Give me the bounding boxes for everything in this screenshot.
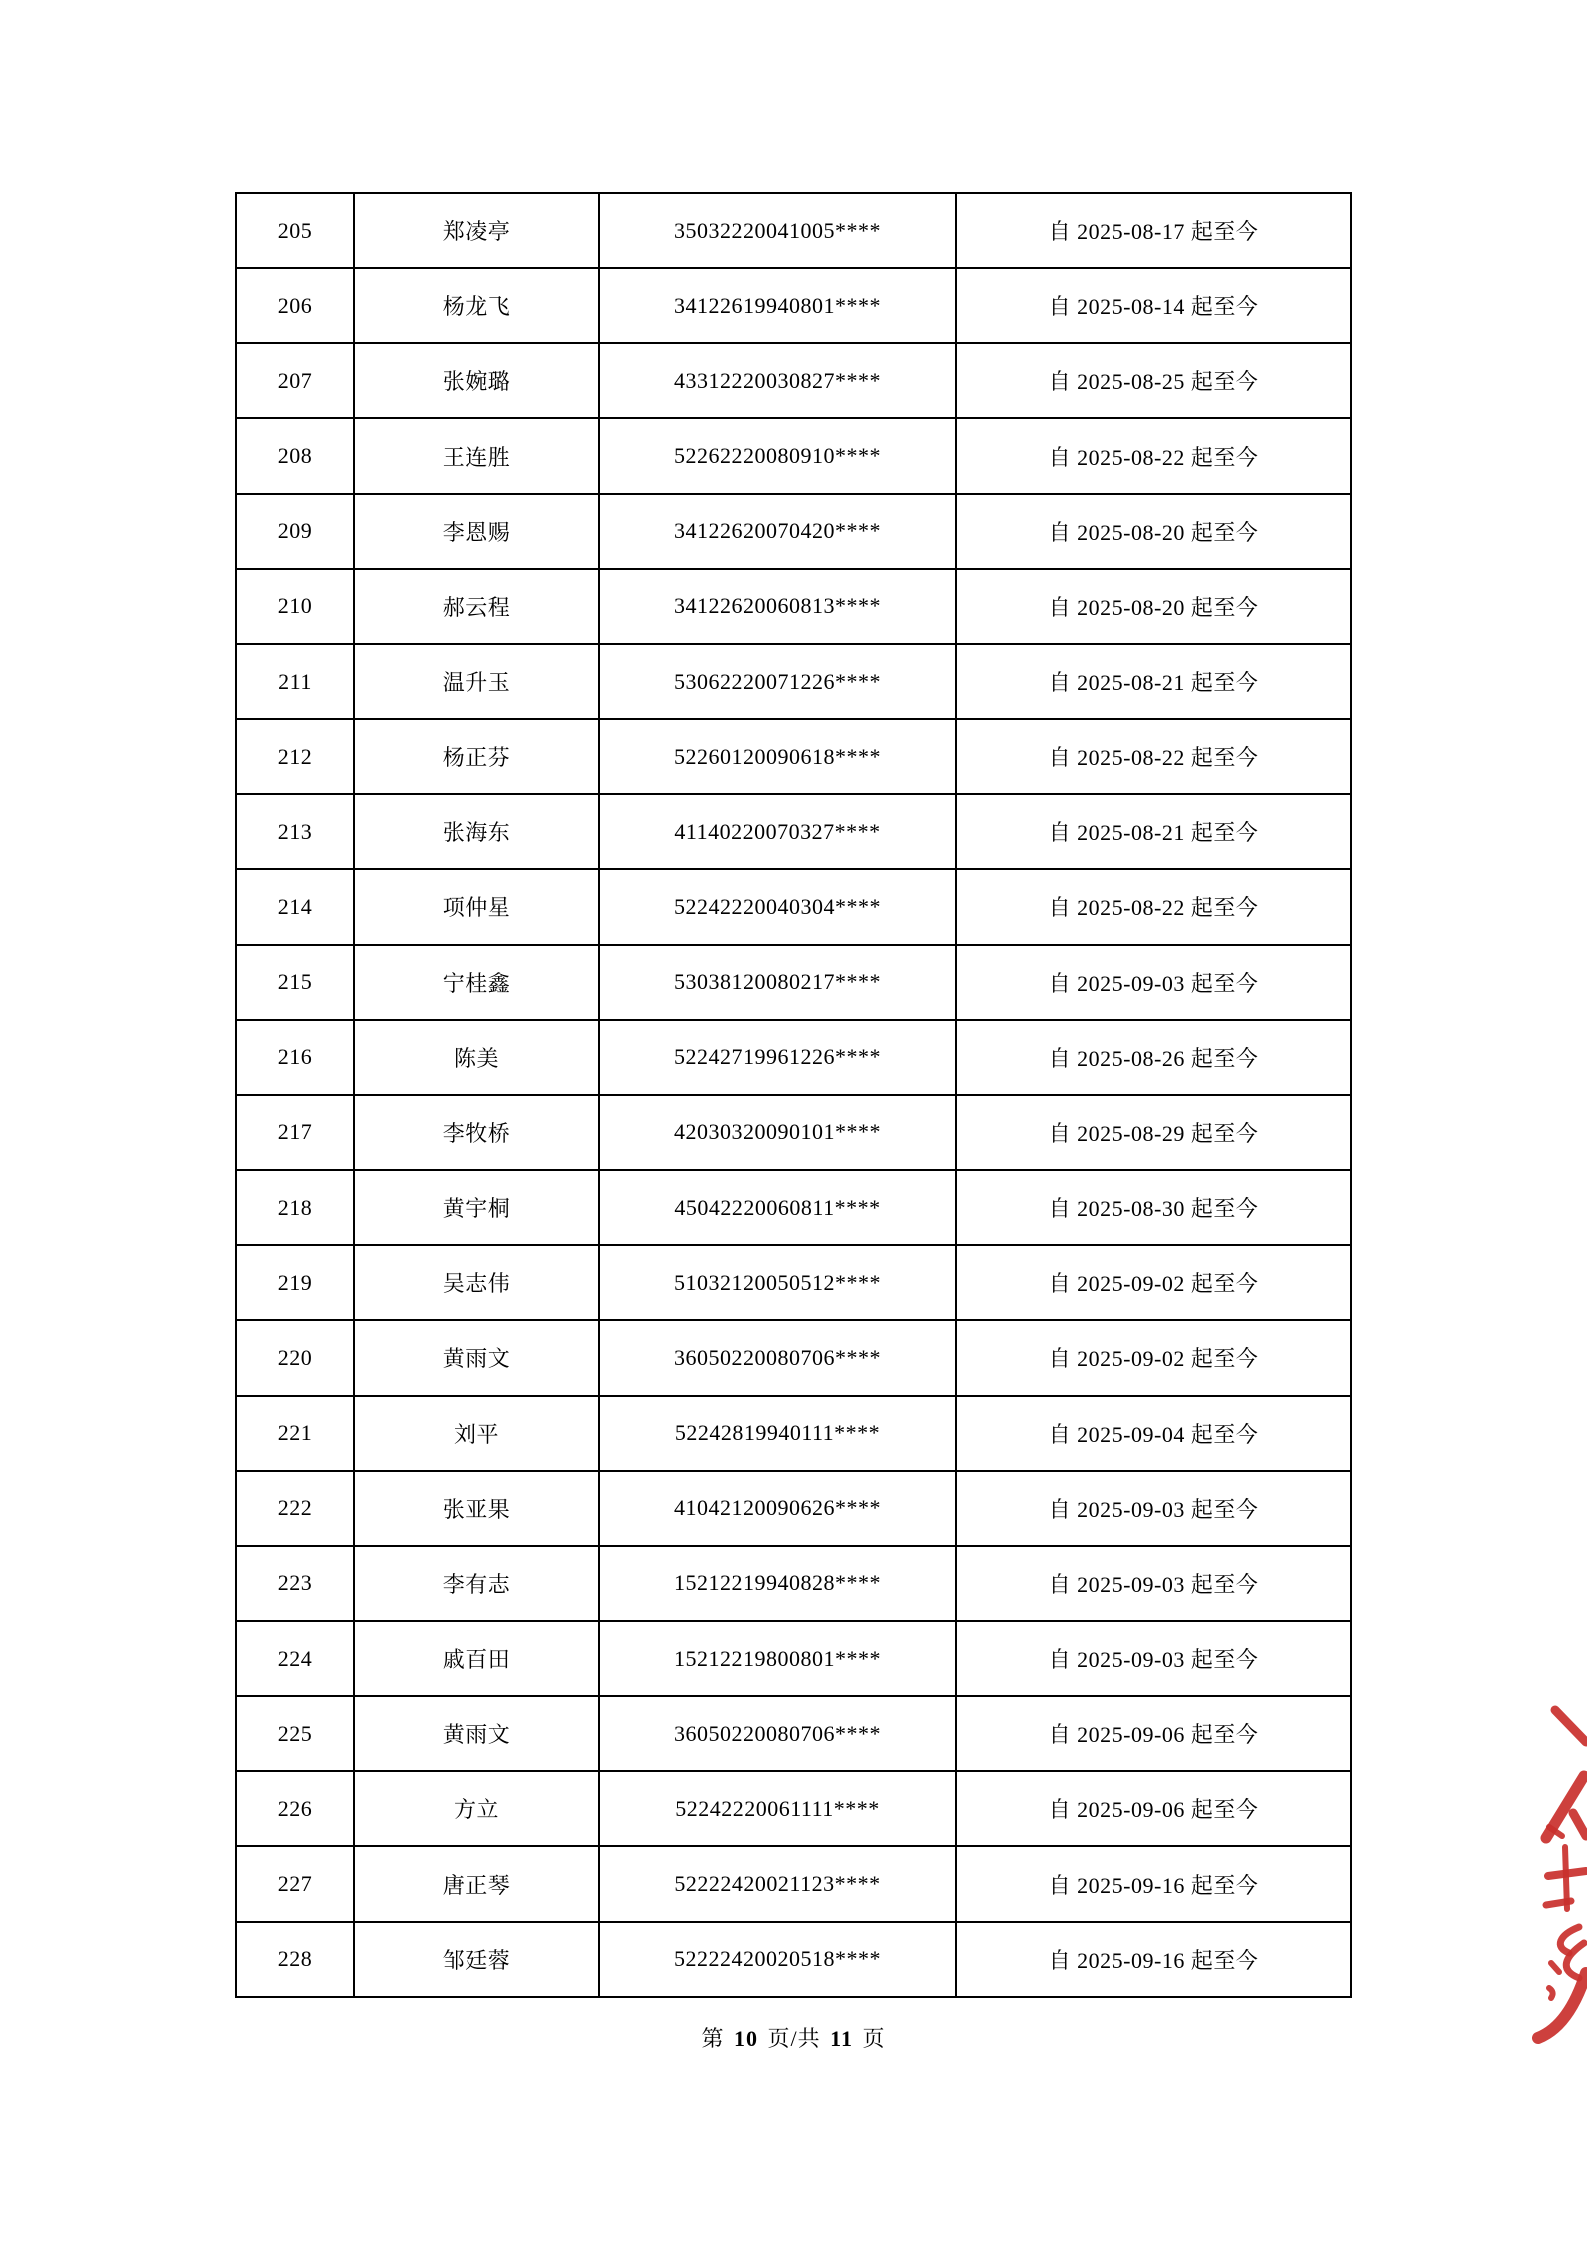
id-number-cell: 45042220060811****: [599, 1170, 956, 1245]
period-cell: 自 2025-09-16 起至今: [956, 1922, 1351, 1997]
row-number-cell: 222: [236, 1471, 354, 1546]
person-name-cell: 杨龙飞: [354, 268, 599, 343]
person-name-cell: 王连胜: [354, 418, 599, 493]
person-name-cell: 张亚果: [354, 1471, 599, 1546]
row-number-cell: 219: [236, 1245, 354, 1320]
person-name-cell: 黄雨文: [354, 1320, 599, 1395]
roster-table-body: [236, 193, 1351, 1997]
person-name-cell: 李牧桥: [354, 1095, 599, 1170]
row-number-cell: 211: [236, 644, 354, 719]
row-number-cell: 214: [236, 869, 354, 944]
id-number-cell: 42030320090101****: [599, 1095, 956, 1170]
period-cell: 自 2025-09-06 起至今: [956, 1696, 1351, 1771]
row-number-cell: 210: [236, 569, 354, 644]
person-name-cell: 郑凌亭: [354, 193, 599, 268]
person-name-cell: 宁桂鑫: [354, 945, 599, 1020]
id-number-cell: 52222420021123****: [599, 1846, 956, 1921]
row-number-cell: 209: [236, 494, 354, 569]
id-number-cell: 52262220080910****: [599, 418, 956, 493]
row-number-cell: 215: [236, 945, 354, 1020]
id-number-cell: 52222420020518****: [599, 1922, 956, 1997]
id-number-cell: 34122620070420****: [599, 494, 956, 569]
person-name-cell: 吴志伟: [354, 1245, 599, 1320]
id-number-cell: 41042120090626****: [599, 1471, 956, 1546]
id-number-cell: 51032120050512****: [599, 1245, 956, 1320]
period-cell: 自 2025-09-16 起至今: [956, 1846, 1351, 1921]
id-number-cell: 43312220030827****: [599, 343, 956, 418]
footer-middle: 页/共: [767, 2026, 821, 2051]
row-number-cell: 207: [236, 343, 354, 418]
row-number-cell: 226: [236, 1771, 354, 1846]
period-cell: 自 2025-08-25 起至今: [956, 343, 1351, 418]
id-number-cell: 15212219800801****: [599, 1621, 956, 1696]
period-cell: 自 2025-09-04 起至今: [956, 1396, 1351, 1471]
person-name-cell: 张婉璐: [354, 343, 599, 418]
id-number-cell: 52242819940111****: [599, 1396, 956, 1471]
person-name-cell: 黄雨文: [354, 1696, 599, 1771]
person-name-cell: 郝云程: [354, 569, 599, 644]
period-cell: 自 2025-08-17 起至今: [956, 193, 1351, 268]
red-seal-stamp-fragment: [1528, 1695, 1587, 2070]
id-number-cell: 53062220071226****: [599, 644, 956, 719]
id-number-cell: 52242220040304****: [599, 869, 956, 944]
table-row: [236, 1396, 1351, 1471]
row-number-cell: 208: [236, 418, 354, 493]
row-number-cell: 212: [236, 719, 354, 794]
table-row: [236, 644, 1351, 719]
period-cell: 自 2025-08-22 起至今: [956, 719, 1351, 794]
row-number-cell: 221: [236, 1396, 354, 1471]
person-name-cell: 李有志: [354, 1546, 599, 1621]
footer-page-number: 10: [734, 2026, 759, 2051]
table-row: [236, 869, 1351, 944]
row-number-cell: 213: [236, 794, 354, 869]
table-row: [236, 268, 1351, 343]
period-cell: 自 2025-08-22 起至今: [956, 418, 1351, 493]
person-name-cell: 黄宇桐: [354, 1170, 599, 1245]
table-row: [236, 1621, 1351, 1696]
footer-prefix: 第: [701, 2026, 725, 2051]
period-cell: 自 2025-08-21 起至今: [956, 644, 1351, 719]
period-cell: 自 2025-09-03 起至今: [956, 1471, 1351, 1546]
person-name-cell: 方立: [354, 1771, 599, 1846]
row-number-cell: 225: [236, 1696, 354, 1771]
person-name-cell: 项仲星: [354, 869, 599, 944]
period-cell: 自 2025-09-03 起至今: [956, 945, 1351, 1020]
row-number-cell: 220: [236, 1320, 354, 1395]
period-cell: 自 2025-08-22 起至今: [956, 869, 1351, 944]
table-row: [236, 569, 1351, 644]
id-number-cell: 36050220080706****: [599, 1696, 956, 1771]
table-row: [236, 1020, 1351, 1095]
table-row: [236, 1846, 1351, 1921]
row-number-cell: 206: [236, 268, 354, 343]
row-number-cell: 217: [236, 1095, 354, 1170]
id-number-cell: 36050220080706****: [599, 1320, 956, 1395]
table-row: [236, 193, 1351, 268]
person-name-cell: 张海东: [354, 794, 599, 869]
table-row: [236, 494, 1351, 569]
page-footer: [0, 2022, 1587, 2053]
id-number-cell: 34122619940801****: [599, 268, 956, 343]
table-row: [236, 1471, 1351, 1546]
table-row: [236, 794, 1351, 869]
table-row: [236, 1245, 1351, 1320]
period-cell: 自 2025-08-30 起至今: [956, 1170, 1351, 1245]
id-number-cell: 52260120090618****: [599, 719, 956, 794]
row-number-cell: 205: [236, 193, 354, 268]
person-name-cell: 戚百田: [354, 1621, 599, 1696]
row-number-cell: 216: [236, 1020, 354, 1095]
person-name-cell: 刘平: [354, 1396, 599, 1471]
table-row: [236, 1320, 1351, 1395]
table-row: [236, 1170, 1351, 1245]
table-row: [236, 343, 1351, 418]
period-cell: 自 2025-09-02 起至今: [956, 1320, 1351, 1395]
person-name-cell: 陈美: [354, 1020, 599, 1095]
footer-suffix: 页: [862, 2026, 886, 2051]
person-name-cell: 杨正芬: [354, 719, 599, 794]
id-number-cell: 35032220041005****: [599, 193, 956, 268]
id-number-cell: 34122620060813****: [599, 569, 956, 644]
table-row: [236, 719, 1351, 794]
id-number-cell: 41140220070327****: [599, 794, 956, 869]
table-row: [236, 945, 1351, 1020]
period-cell: 自 2025-08-14 起至今: [956, 268, 1351, 343]
id-number-cell: 52242220061111****: [599, 1771, 956, 1846]
row-number-cell: 227: [236, 1846, 354, 1921]
id-number-cell: 53038120080217****: [599, 945, 956, 1020]
person-name-cell: 温升玉: [354, 644, 599, 719]
row-number-cell: 228: [236, 1922, 354, 1997]
table-row: [236, 1922, 1351, 1997]
period-cell: 自 2025-08-26 起至今: [956, 1020, 1351, 1095]
person-name-cell: 邹廷蓉: [354, 1922, 599, 1997]
table-row: [236, 1095, 1351, 1170]
period-cell: 自 2025-08-20 起至今: [956, 569, 1351, 644]
table-row: [236, 418, 1351, 493]
person-name-cell: 唐正琴: [354, 1846, 599, 1921]
period-cell: 自 2025-09-03 起至今: [956, 1546, 1351, 1621]
roster-table: [235, 192, 1352, 1998]
row-number-cell: 218: [236, 1170, 354, 1245]
period-cell: 自 2025-08-29 起至今: [956, 1095, 1351, 1170]
table-row: [236, 1546, 1351, 1621]
footer-total-pages: 11: [830, 2026, 853, 2051]
id-number-cell: 15212219940828****: [599, 1546, 956, 1621]
row-number-cell: 224: [236, 1621, 354, 1696]
period-cell: 自 2025-08-20 起至今: [956, 494, 1351, 569]
person-name-cell: 李恩赐: [354, 494, 599, 569]
table-row: [236, 1696, 1351, 1771]
row-number-cell: 223: [236, 1546, 354, 1621]
period-cell: 自 2025-09-03 起至今: [956, 1621, 1351, 1696]
table-row: [236, 1771, 1351, 1846]
period-cell: 自 2025-09-06 起至今: [956, 1771, 1351, 1846]
period-cell: 自 2025-09-02 起至今: [956, 1245, 1351, 1320]
id-number-cell: 52242719961226****: [599, 1020, 956, 1095]
period-cell: 自 2025-08-21 起至今: [956, 794, 1351, 869]
